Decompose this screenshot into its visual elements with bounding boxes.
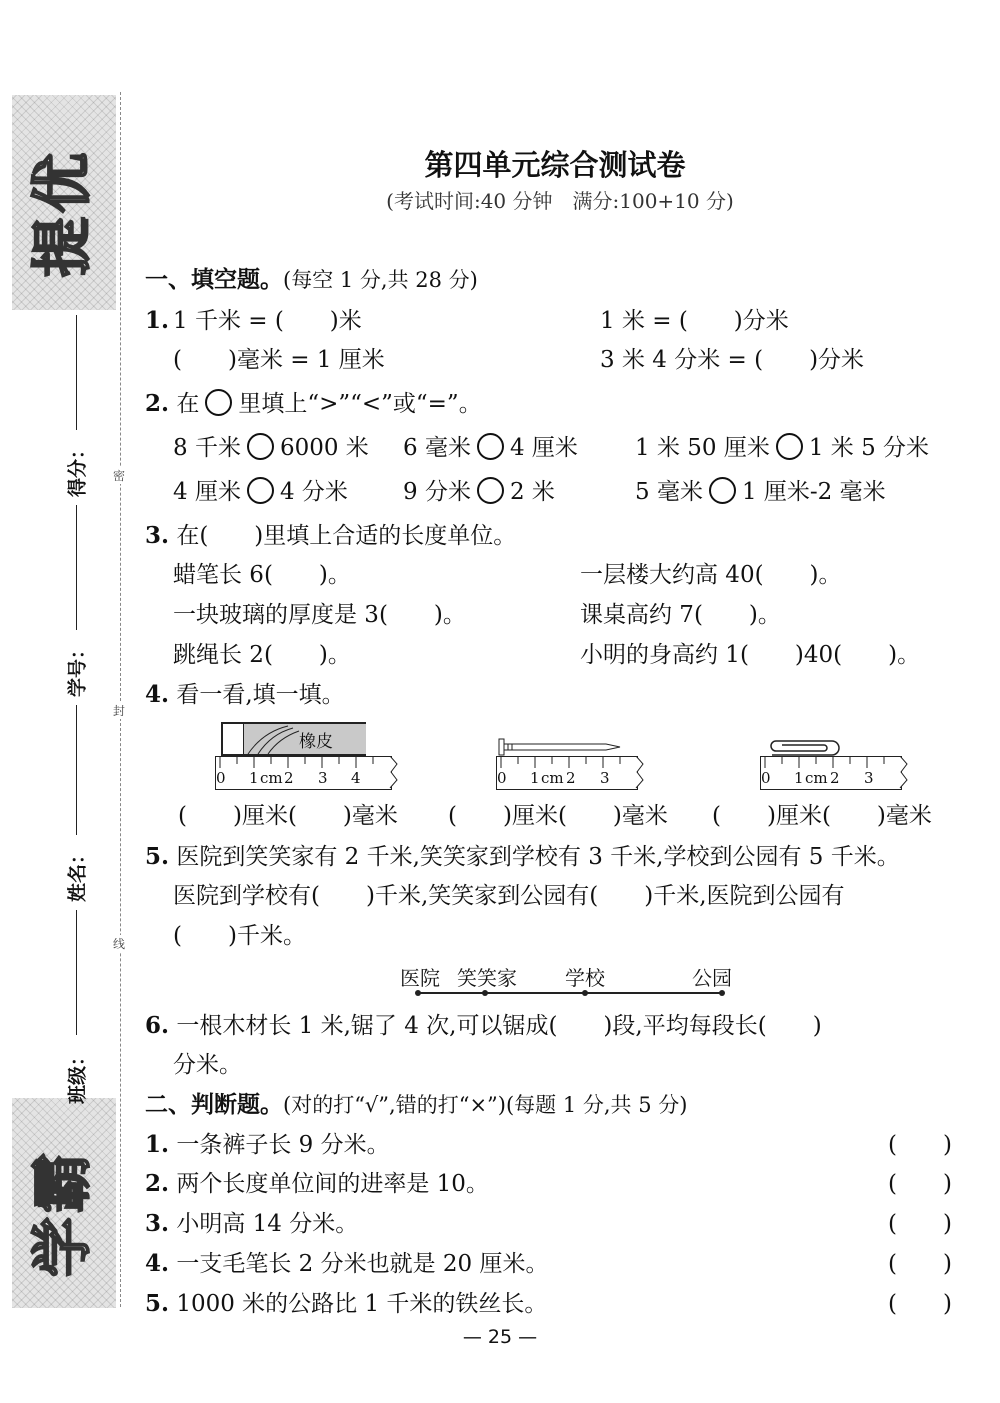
score-label: 得分：: [66, 439, 89, 498]
route-label-hospital: 医院: [400, 966, 440, 990]
judge-item-text: 一条裤子长 9 分米。: [176, 1132, 390, 1158]
q1-b: 1 米 = ( )分米: [600, 308, 789, 334]
q2-r1-1-right: 6000 米: [279, 435, 369, 461]
side-line-4: [76, 910, 77, 1035]
q3-stem-text: 在( )里填上合适的长度单位。: [176, 523, 517, 549]
judge-item-number: 4.: [145, 1250, 170, 1277]
ruler-3-unit: cm: [805, 769, 828, 787]
q3-c: 一块玻璃的厚度是 3( )。: [173, 602, 466, 628]
judge-item-number: 1.: [145, 1131, 170, 1158]
q3-number: 3.: [145, 522, 170, 549]
judge-item-number: 3.: [145, 1210, 170, 1237]
q2-r2-2: [403, 477, 555, 506]
q4-number: 4.: [145, 681, 170, 708]
q1-a: 1 千米 = ( )米: [173, 308, 362, 334]
q3-stem: [145, 522, 516, 550]
q2-pre: 在: [176, 391, 200, 417]
q4-answer-1: ( )厘米( )毫米: [178, 803, 398, 829]
ruler-3-tick-3: 3: [864, 769, 874, 787]
q2-r2-1-left: 4 厘米: [173, 479, 241, 505]
ruler-1-tick-2: 2: [284, 769, 294, 787]
ruler-1-tick-0: 0: [216, 769, 226, 787]
q6-line1-text: 一根木材长 1 米,锯了 4 次,可以锯成( )段,平均每段长( ): [176, 1013, 822, 1039]
judge-item-text: 两个长度单位间的进率是 10。: [176, 1171, 489, 1197]
ruler-2-tick-0: 0: [497, 769, 507, 787]
q3-e: 跳绳长 2( )。: [173, 642, 351, 668]
judge-item-number: 5.: [145, 1290, 170, 1317]
route-label-home: 笑笑家: [457, 966, 517, 990]
q5-line1: [145, 843, 900, 871]
compare-circle-icon[interactable]: [477, 433, 504, 460]
section2-heading: 二、判断题。: [145, 1091, 283, 1118]
judge-item-number: 2.: [145, 1170, 170, 1197]
section2-header: [145, 1091, 687, 1119]
q2-r2-2-right: 2 米: [509, 479, 555, 505]
q4-answer-3: ( )厘米( )毫米: [712, 803, 932, 829]
judge-item-text: 一支毛笔长 2 分米也就是 20 厘米。: [176, 1251, 549, 1277]
q1-c: ( )毫米 = 1 厘米: [173, 347, 385, 373]
judge-item-text: 小明高 14 分米。: [176, 1211, 359, 1237]
q3-a: 蜡笔长 6( )。: [173, 562, 351, 588]
q1-number: 1.: [145, 307, 170, 334]
section2-note: (对的打“√”,错的打“×”)(每题 1 分,共 5 分): [283, 1093, 688, 1117]
compare-circle-icon[interactable]: [247, 433, 274, 460]
name-label: 姓名：: [66, 844, 89, 903]
seal-mark-3: 线: [113, 937, 126, 951]
section1-header: [145, 266, 478, 294]
ruler-2-tick-3: 3: [600, 769, 610, 787]
ruler-1-tick-1: 1: [249, 769, 259, 787]
q2-stem: [145, 389, 482, 418]
section1-note: (每空 1 分,共 28 分): [283, 268, 478, 292]
compare-circle-icon: [205, 389, 232, 416]
q5-line3: ( )千米。: [173, 923, 306, 949]
q2-r1-2-right: 4 厘米: [509, 435, 578, 461]
q6-line2: 分米。: [173, 1052, 242, 1078]
q5-number: 5.: [145, 843, 170, 870]
ruler-2-tick-2: 2: [566, 769, 576, 787]
q4-stem-text: 看一看,填一填。: [176, 682, 345, 708]
compare-circle-icon[interactable]: [776, 433, 803, 460]
q2-r2-3: [635, 477, 886, 506]
judge-answer-2[interactable]: ( ): [888, 1171, 952, 1197]
judge-item-3: [145, 1210, 358, 1238]
ruler-1-tick-3: 3: [318, 769, 328, 787]
q2-r1-1-left: 8 千米: [173, 435, 241, 461]
compare-circle-icon[interactable]: [247, 477, 274, 504]
q6-line1: [145, 1012, 822, 1040]
ruler-1-unit: cm: [260, 769, 283, 787]
judge-answer-1[interactable]: ( ): [888, 1132, 952, 1158]
side-band-top-text: 提优: [28, 149, 98, 277]
side-line-2: [76, 505, 77, 630]
q2-r1-3-left: 1 米 50 厘米: [635, 435, 770, 461]
ruler-3-tick-0: 0: [761, 769, 771, 787]
q2-r2-2-left: 9 分米: [403, 479, 471, 505]
class-label: 班级：: [66, 1046, 89, 1105]
side-line-3: [76, 705, 77, 835]
page-number: — 25 —: [462, 1326, 538, 1348]
q4-stem: [145, 681, 345, 709]
route-label-school: 学校: [565, 966, 605, 990]
compare-circle-icon[interactable]: [709, 477, 736, 504]
judge-answer-4[interactable]: ( ): [888, 1251, 952, 1277]
q6-number: 6.: [145, 1012, 170, 1039]
q2-r2-3-left: 5 毫米: [635, 479, 703, 505]
side-line-1: [76, 315, 77, 430]
judge-item-1: [145, 1131, 390, 1159]
judge-item-text: 1000 米的公路比 1 千米的铁丝长。: [176, 1291, 548, 1317]
judge-item-5: [145, 1290, 547, 1318]
q3-d: 课桌高约 7( )。: [580, 602, 781, 628]
q2-r1-1: [173, 433, 369, 462]
compare-circle-icon[interactable]: [477, 477, 504, 504]
page-title: 第四单元综合测试卷: [424, 148, 686, 182]
q2-r2-3-right: 1 厘米-2 毫米: [741, 479, 886, 505]
q2-r2-1-right: 4 分米: [279, 479, 348, 505]
seal-mark-1: 密: [113, 469, 126, 483]
q3-b: 一层楼大约高 40( )。: [580, 562, 842, 588]
ruler-3-tick-2: 2: [830, 769, 840, 787]
ruler-1-tick-4: 4: [351, 769, 361, 787]
student-id-label: 学号：: [66, 639, 89, 698]
judge-answer-3[interactable]: ( ): [888, 1211, 952, 1237]
seal-mark-2: 封: [113, 704, 126, 718]
ruler-3-tick-1: 1: [794, 769, 804, 787]
q3-f: 小明的身高约 1( )40( )。: [580, 642, 921, 668]
q5-line1-text: 医院到笑笑家有 2 千米,笑笑家到学校有 3 千米,学校到公园有 5 千米。: [176, 844, 900, 870]
q2-r2-1: [173, 477, 348, 506]
judge-item-4: [145, 1250, 548, 1278]
q2-r1-2-left: 6 毫米: [403, 435, 471, 461]
q4-answer-2: ( )厘米( )毫米: [448, 803, 668, 829]
ruler-1-ticks: [215, 756, 400, 790]
route-label-park: 公园: [692, 966, 732, 990]
judge-item-2: [145, 1170, 489, 1198]
section1-heading: 一、填空题。: [145, 266, 283, 293]
eraser-icon: [221, 722, 366, 756]
q2-number: 2.: [145, 390, 170, 417]
nail-icon: [496, 738, 626, 758]
seal-dashed-line: [120, 92, 121, 1307]
route-line: [410, 986, 730, 1000]
page-subtitle: (考试时间:40 分钟 满分:100+10 分): [386, 189, 734, 213]
q2-r1-3-right: 1 米 5 分米: [808, 435, 930, 461]
q5-line2: 医院到学校有( )千米,笑笑家到公园有( )千米,医院到公园有: [173, 883, 845, 909]
q2-r1-2: [403, 433, 578, 462]
judge-answer-5[interactable]: ( ): [888, 1291, 952, 1317]
ruler-2-tick-1: 1: [530, 769, 540, 787]
ruler-2-unit: cm: [541, 769, 564, 787]
q1-d: 3 米 4 分米 = ( )分米: [600, 347, 865, 373]
side-band-bottom-text: 学霸: [28, 1149, 98, 1277]
eraser-label: 橡皮: [299, 732, 333, 752]
q2-r1-3: [635, 433, 929, 462]
q2-post: 里填上“>”“<”或“=”。: [238, 391, 482, 417]
